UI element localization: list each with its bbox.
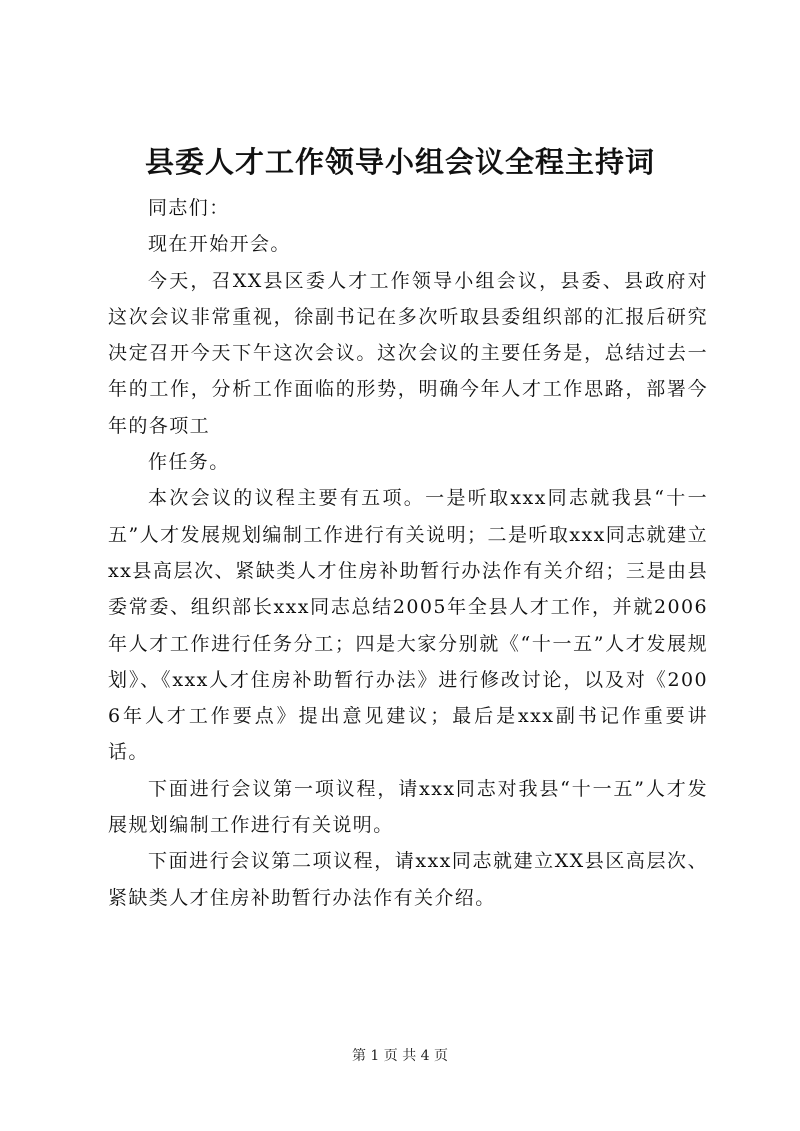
document-body [108,190,708,916]
paragraph-introduction-continued: 作任务。 [148,451,230,474]
page-number-footer: 第 1 页 共 4 页 [351,1048,449,1064]
paragraph-agenda-item-1: 下面进行会议第一项议程，请xxx同志对我县“十一五”人才发展规划编制工作进行有关说明。 [108,777,708,837]
paragraph-agenda-item-2: 下面进行会议第二项议程，请xxx同志就建立XX县区高层次、紧缺类人才住房补助暂行办法作有关介绍。 [108,850,708,909]
paragraph-agenda: 本次会议的议程主要有五项。一是听取xxx同志就我县“十一五”人才发展规划编制工作进行有关说明；二是听取xxx同志就建立xx县高层次、紧缺类人才住房补助暂行办法作有关介绍；三是由县委常委、组织部长xxx同志总结2005年全县人才工作，并就2006年人才工作进行任务分工；四是大家分别就《“十一五”人才发展规划》、《xxx人才住房补助暂行办法》进行修改讨论，以及对《2006年人才工作要点》提出意见建议；最后是xxx副书记作重要讲话。 [108,487,708,764]
paragraph-greeting: 同志们： [148,197,230,219]
paragraph-introduction: 今天，召XX县区委人才工作领导小组会议，县委、县政府对这次会议非常重视，徐副书记在多次听取县委组织部的汇报后研究决定召开今天下午这次会议。这次会议的主要任务是，总结过去一年的工作，分析工作面临的形势，明确今年人才工作思路，部署今年的各项工 [108,269,708,437]
paragraph-opening: 现在开始开会。 [148,233,291,256]
document-title: 县委人才工作领导小组会议全程主持词 [144,145,655,179]
